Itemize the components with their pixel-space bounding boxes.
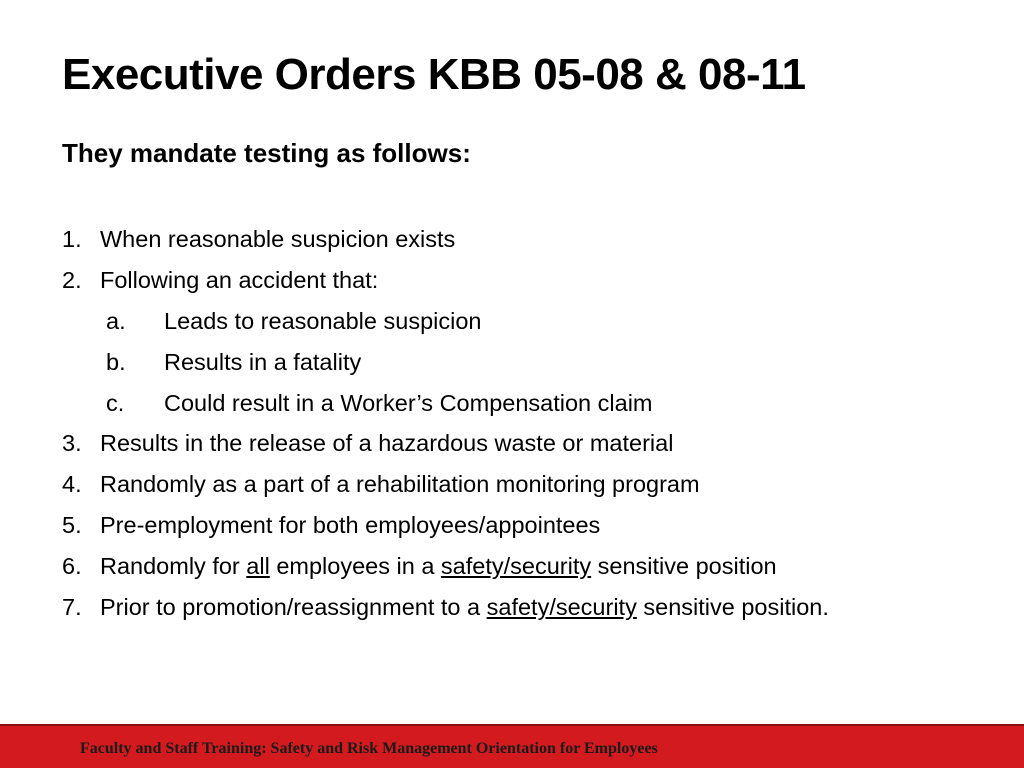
text-segment: sensitive position xyxy=(591,553,777,580)
list-number: 4. xyxy=(62,471,82,498)
list-text: Pre-employment for both employees/appointees xyxy=(100,512,601,539)
list-item xyxy=(62,467,984,508)
underlined-word-all: all xyxy=(246,553,270,580)
sub-list-text: Leads to reasonable suspicion xyxy=(164,307,482,334)
testing-list xyxy=(62,222,984,631)
footer-bar xyxy=(0,724,1024,768)
list-item xyxy=(62,426,984,467)
list-text: When reasonable suspicion exists xyxy=(100,226,456,252)
underlined-safety-security: safety/security xyxy=(440,553,592,580)
list-text xyxy=(100,549,777,583)
underlined-safety-security: safety/security xyxy=(486,594,637,621)
sub-list-item xyxy=(62,345,984,386)
sub-list-text: Results in a fatality xyxy=(164,348,362,375)
text-segment: employees in a xyxy=(269,553,441,580)
list-item xyxy=(62,222,984,263)
list-number: 1. xyxy=(62,226,82,252)
list-item xyxy=(62,549,984,590)
sub-list-letter: c. xyxy=(106,389,125,416)
sub-list-item xyxy=(62,304,984,345)
list-number: 3. xyxy=(62,430,82,457)
sub-list-letter: a. xyxy=(106,307,126,334)
list-text: Results in the release of a hazardous waste or material xyxy=(100,430,674,457)
list-item xyxy=(62,263,984,304)
list-number: 5. xyxy=(62,512,82,539)
slide-subtitle: They mandate testing as follows: xyxy=(62,138,471,168)
text-segment: Prior to promotion/reassignment to a xyxy=(100,594,487,621)
list-number: 6. xyxy=(62,553,82,580)
sub-list-item xyxy=(62,386,984,427)
list-text xyxy=(100,590,829,624)
text-segment: Randomly for xyxy=(100,553,247,580)
sub-list-text: Could result in a Worker’s Compensation claim xyxy=(164,389,653,416)
slide-title: Executive Orders KBB 05-08 & 08-11 xyxy=(62,50,806,99)
list-item xyxy=(62,590,984,631)
list-number: 2. xyxy=(62,266,82,293)
list-number: 7. xyxy=(62,594,82,621)
sub-list-letter: b. xyxy=(106,348,126,375)
footer-text: Faculty and Staff Training: Safety and Risk Management Orientation for Employees xyxy=(80,740,658,757)
text-segment: sensitive position. xyxy=(636,594,829,621)
list-text: Randomly as a part of a rehabilitation monitoring program xyxy=(100,471,700,498)
list-text: Following an accident that: xyxy=(100,266,379,293)
list-item xyxy=(62,508,984,549)
